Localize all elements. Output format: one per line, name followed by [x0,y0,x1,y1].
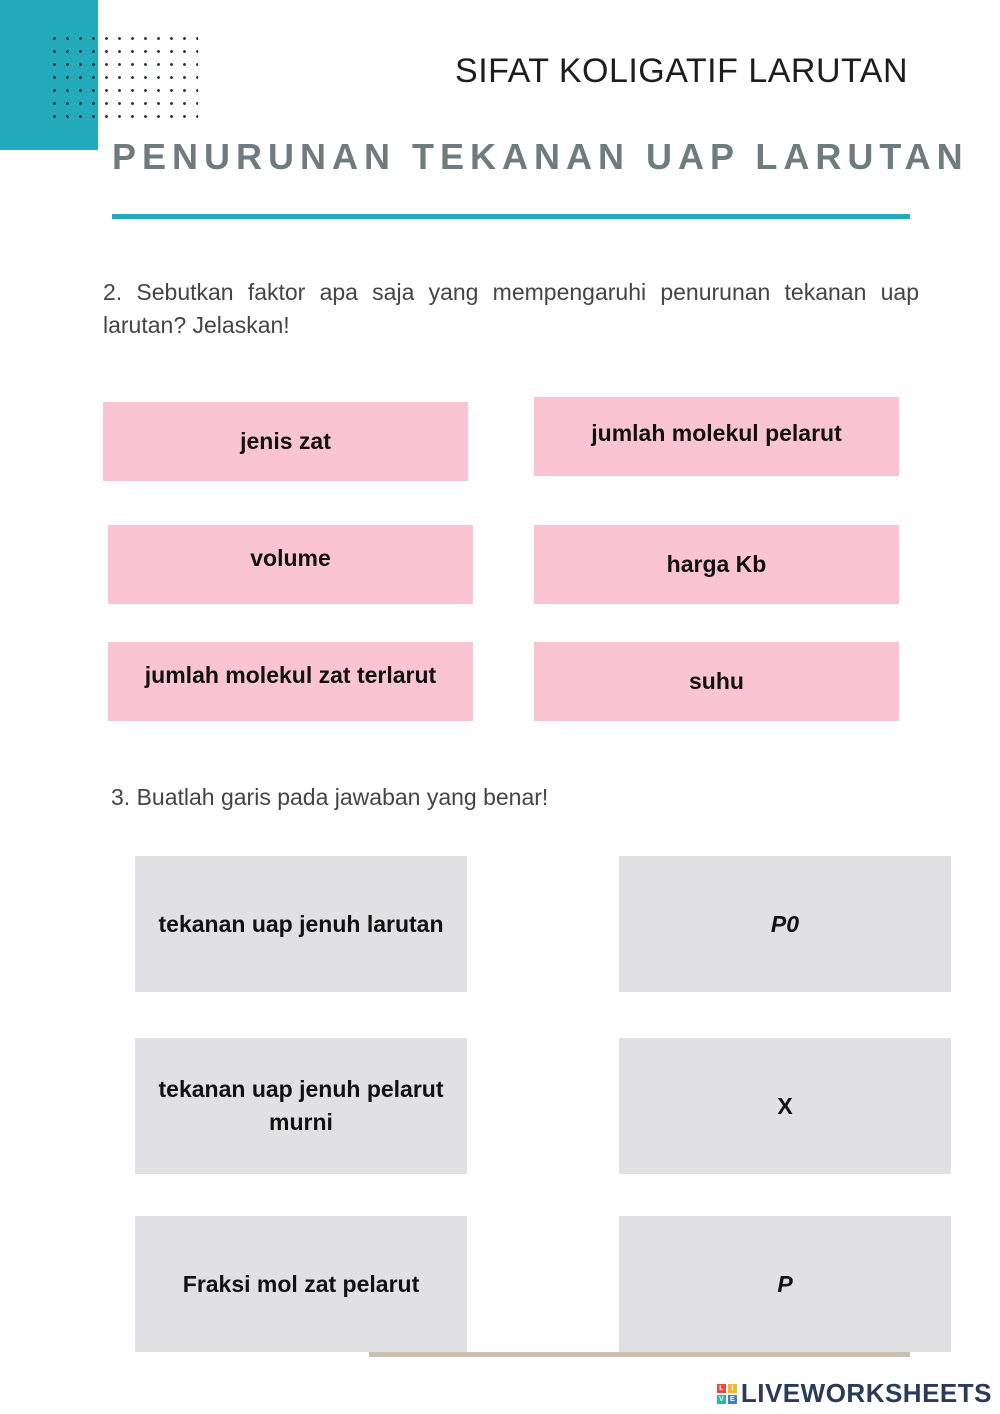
liveworksheets-brand[interactable] [717,1378,992,1409]
drag-option-suhu[interactable]: suhu [534,642,899,721]
logo-letter-v: V [717,1395,726,1404]
drag-option-jumlah-molekul-zat-terlarut[interactable]: jumlah molekul zat terlarut [108,642,473,721]
match-right-p0[interactable]: P0 [619,856,951,992]
drag-option-jumlah-molekul-pelarut[interactable]: jumlah molekul pelarut [534,397,899,476]
question-2-text: 2. Sebutkan faktor apa saja yang mempengaruhi penurunan tekanan uap larutan? Jelaskan! [103,279,919,338]
logo-letter-i: I [728,1384,737,1393]
liveworksheets-wordmark: LIVEWORKSHEETS [740,1378,992,1408]
match-left-tekanan-uap-jenuh-pelarut-murni[interactable]: tekanan uap jenuh pelarut murni [135,1038,467,1174]
logo-letter-e: E [728,1395,737,1404]
match-left-fraksi-mol-zat-pelarut[interactable]: Fraksi mol zat pelarut [135,1216,467,1352]
worksheet-subtitle: SIFAT KOLIGATIF LARUTAN [455,52,908,90]
drag-option-jenis-zat[interactable]: jenis zat [103,402,468,481]
drag-option-volume[interactable]: volume [108,525,473,604]
match-right-p[interactable]: P [619,1216,951,1352]
match-right-x[interactable]: X [619,1038,951,1174]
logo-letter-l: L [717,1384,726,1393]
drag-option-harga-kb[interactable]: harga Kb [534,525,899,604]
question-3-text: 3. Buatlah garis pada jawaban yang benar! [111,784,549,810]
match-left-tekanan-uap-jenuh-larutan[interactable]: tekanan uap jenuh larutan [135,856,467,992]
liveworksheets-logo-icon [717,1384,737,1404]
worksheet-title: PENURUNAN TEKANAN UAP LARUTAN [112,136,969,177]
title-divider [112,214,910,219]
decorative-dot-grid [48,32,198,118]
bottom-divider [369,1352,910,1357]
